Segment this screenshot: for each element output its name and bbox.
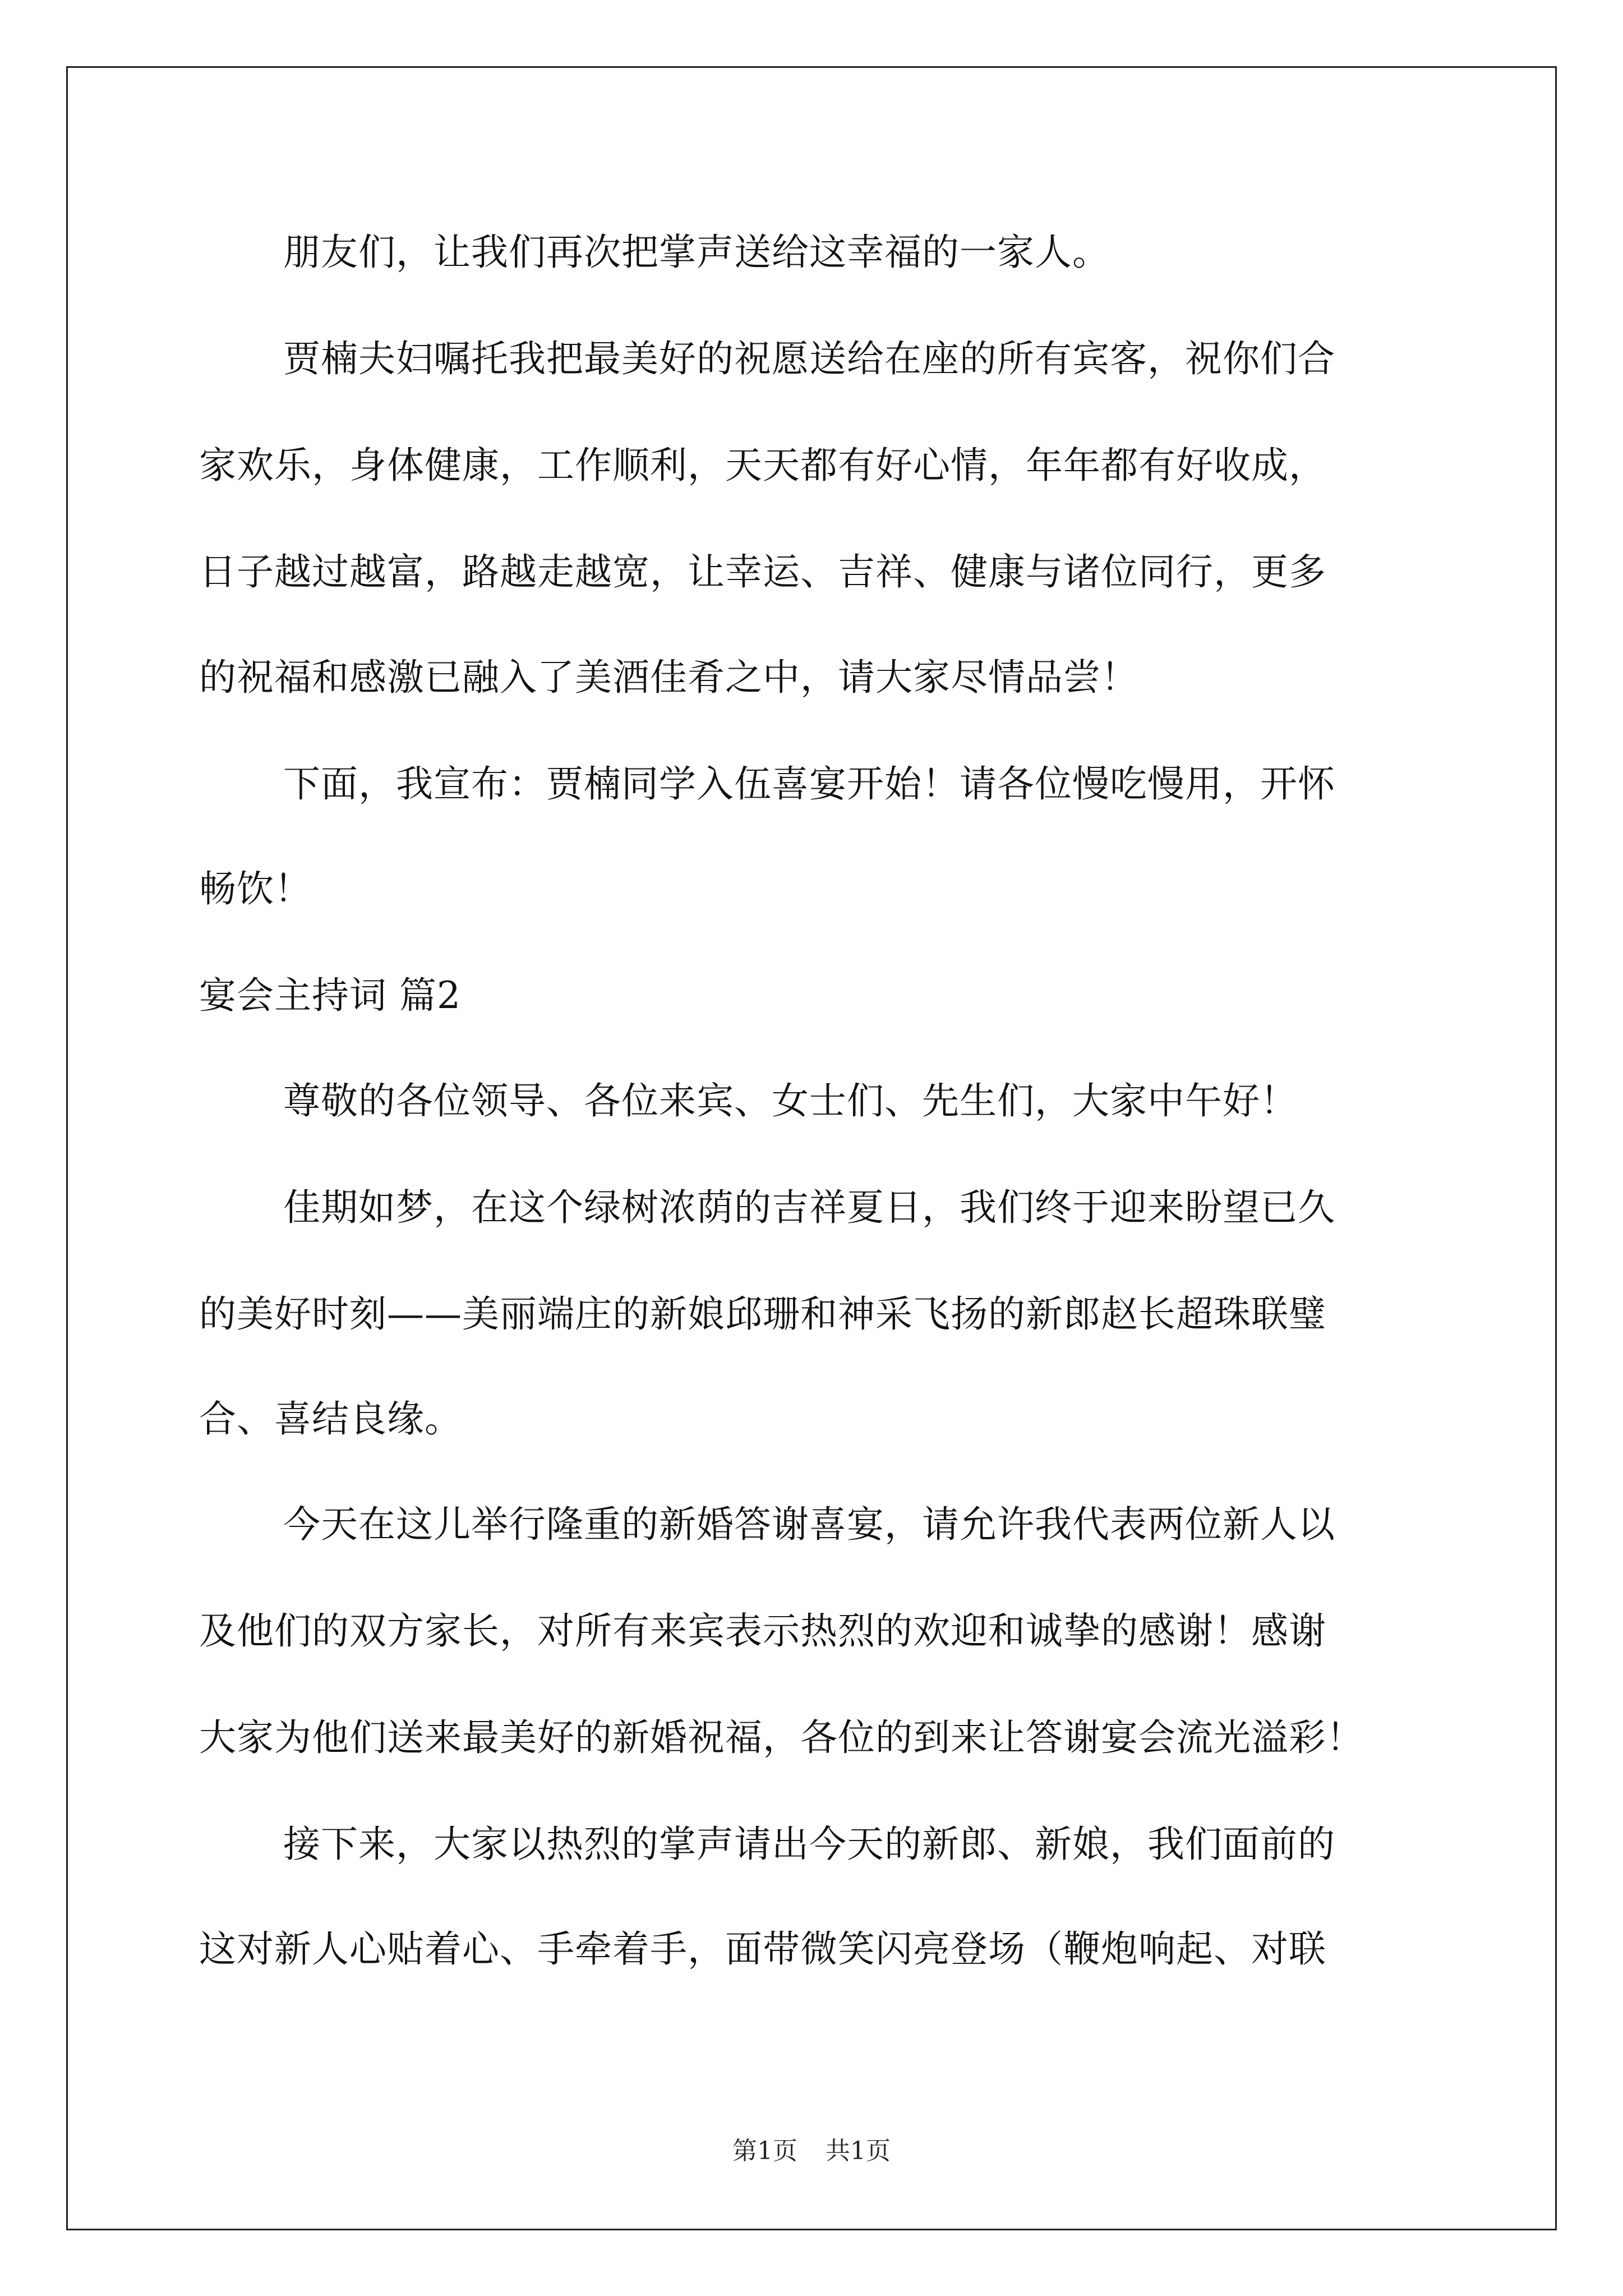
page-number: 第1页 (732, 2137, 797, 2165)
section-heading: 宴会主持词 篇2 (199, 974, 461, 1017)
paragraph-line: 大家为他们送来最美好的新婚祝福，各位的到来让答谢宴会流光溢彩！ (199, 1716, 1364, 1759)
paragraph-line: 贾楠夫妇嘱托我把最美好的祝愿送给在座的所有宾客，祝你们合 (283, 337, 1335, 380)
page-border (66, 66, 1557, 2230)
paragraph-line: 这对新人心贴着心、手牵着手，面带微笑闪亮登场（鞭炮响起、对联 (199, 1927, 1326, 1971)
page-footer (0, 2134, 1623, 2168)
paragraph-line: 的美好时刻——美丽端庄的新娘邱珊和神采飞扬的新郎赵长超珠联璧 (199, 1292, 1326, 1336)
paragraph-line: 及他们的双方家长，对所有来宾表示热烈的欢迎和诚挚的感谢！感谢 (199, 1609, 1326, 1653)
paragraph-line: 合、喜结良缘。 (199, 1397, 462, 1441)
paragraph-line: 日子越过越富，路越走越宽，让幸运、吉祥、健康与诸位同行，更多 (199, 550, 1326, 593)
paragraph-line: 朋友们，让我们再次把掌声送给这幸福的一家人。 (283, 231, 1110, 274)
paragraph-line: 接下来，大家以热烈的掌声请出今天的新郎、新娘，我们面前的 (283, 1823, 1335, 1866)
paragraph-line: 家欢乐，身体健康，工作顺利，天天都有好心情，年年都有好收成， (199, 444, 1326, 487)
page-total: 共1页 (826, 2137, 891, 2165)
paragraph-line: 畅饮！ (199, 867, 312, 910)
paragraph-line: 佳期如梦，在这个绿树浓荫的吉祥夏日，我们终于迎来盼望已久 (283, 1186, 1335, 1229)
paragraph-line: 尊敬的各位领导、各位来宾、女士们、先生们，大家中午好！ (283, 1079, 1298, 1122)
paragraph-line: 的祝福和感激已融入了美酒佳肴之中，请大家尽情品尝！ (199, 656, 1138, 699)
paragraph-line: 今天在这儿举行隆重的新婚答谢喜宴，请允许我代表两位新人以 (283, 1503, 1335, 1546)
paragraph-line: 下面，我宣布：贾楠同学入伍喜宴开始！请各位慢吃慢用，开怀 (283, 762, 1335, 806)
